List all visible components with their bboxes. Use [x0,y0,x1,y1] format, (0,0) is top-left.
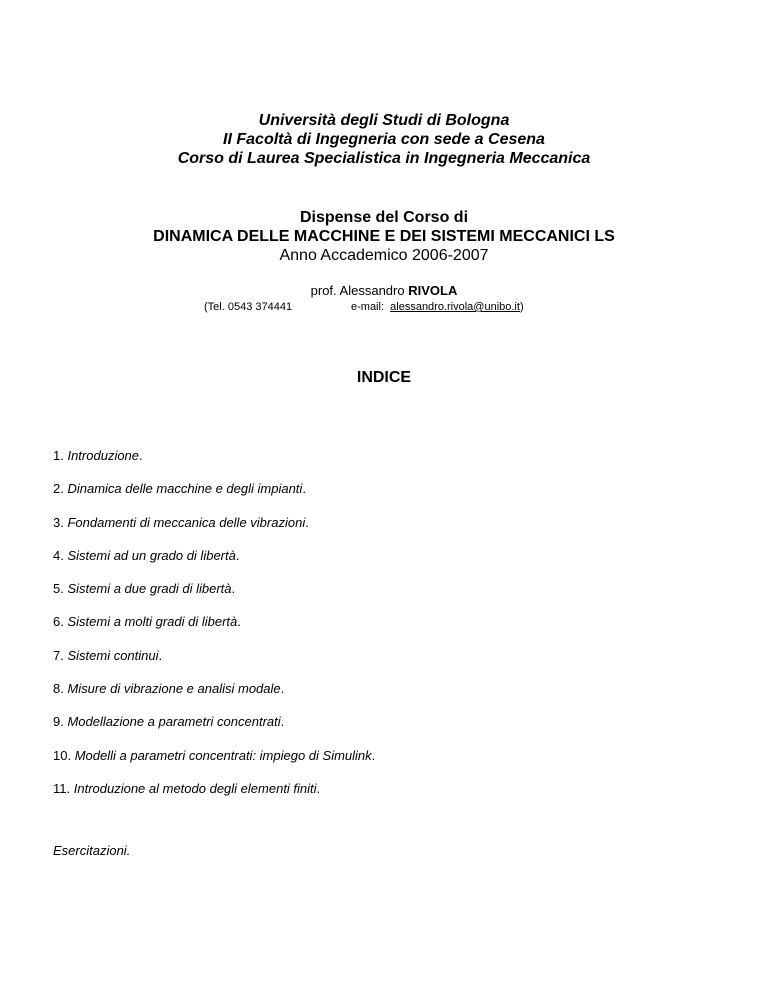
toc-number: 11. [53,780,71,796]
toc-end: . [280,714,285,730]
degree-course: Corso di Laurea Specialistica in Ingegneria Meccanica [177,150,591,167]
toc-number: 7. [53,647,64,663]
toc-number: 9. [53,714,64,730]
professor-line [0,283,768,299]
telephone: (Tel. 0543 374441 [204,301,293,313]
toc-end: . [316,780,321,796]
toc-item [53,448,375,464]
course-name: DINAMICA DELLE MACCHINE E DEI SISTEMI MECCANICI LS [153,228,615,245]
toc-item [53,515,375,531]
toc-number: 5. [53,581,64,597]
email-label: e-mail: [351,301,385,313]
toc-end: . [235,547,240,563]
toc-title: Misure di vibrazione e analisi modale [67,681,281,697]
index-heading: INDICE [356,369,412,386]
toc-number: 1. [53,448,64,463]
toc-item [53,748,375,764]
toc-item [53,548,375,564]
toc-item [53,481,375,497]
toc-end: . [237,614,241,630]
toc-title: Sistemi a due gradi di libertà [67,581,232,597]
toc-end: . [280,681,285,697]
professor-prefix: prof. Alessandro [310,283,405,298]
toc-item [53,581,375,597]
toc-number: 6. [53,614,64,630]
toc-title: Introduzione al metodo degli elementi finiti [73,780,317,796]
toc-title: Sistemi ad un grado di libertà [67,547,236,563]
toc-title: Introduzione [67,448,140,463]
toc-title: Sistemi continui [67,647,159,663]
toc-number: 4. [53,547,64,563]
course-intro: Dispense del Corso di [299,209,469,226]
toc-number: 2. [53,481,64,497]
toc-number: 10. [53,747,72,763]
exercises-label: Esercitazioni. [53,843,131,858]
toc-item [53,648,375,664]
toc-item [53,781,375,797]
contact-close: ) [519,301,524,313]
toc-end: . [302,481,306,497]
toc-item [53,714,375,730]
toc-end: . [231,581,236,597]
toc-end: . [305,514,309,530]
toc-title: Modelli a parametri concentrati: impiego di Simulink [74,747,372,763]
academic-year: Anno Accademico 2006-2007 [279,247,489,264]
faculty-name: II Facoltà di Ingegneria con sede a Cesena [223,131,545,148]
toc-item [53,681,375,697]
toc-end: . [139,448,143,463]
email-link[interactable]: alessandro.rivola@unibo.it [390,301,520,313]
toc-end: . [158,647,163,663]
toc-item [53,614,375,630]
toc-number: 3. [53,514,64,530]
toc-end: . [371,747,376,763]
toc-title: Modellazione a parametri concentrati [67,714,281,730]
toc-title: Sistemi a molti gradi di libertà [67,614,238,630]
toc-number: 8. [53,681,64,697]
table-of-contents [53,448,375,814]
professor-surname: RIVOLA [408,283,458,298]
toc-title: Dinamica delle macchine e degli impianti [67,481,303,497]
university-name: Università degli Studi di Bologna [258,112,510,129]
toc-title: Fondamenti di meccanica delle vibrazioni [67,514,306,530]
email-block [351,300,524,314]
